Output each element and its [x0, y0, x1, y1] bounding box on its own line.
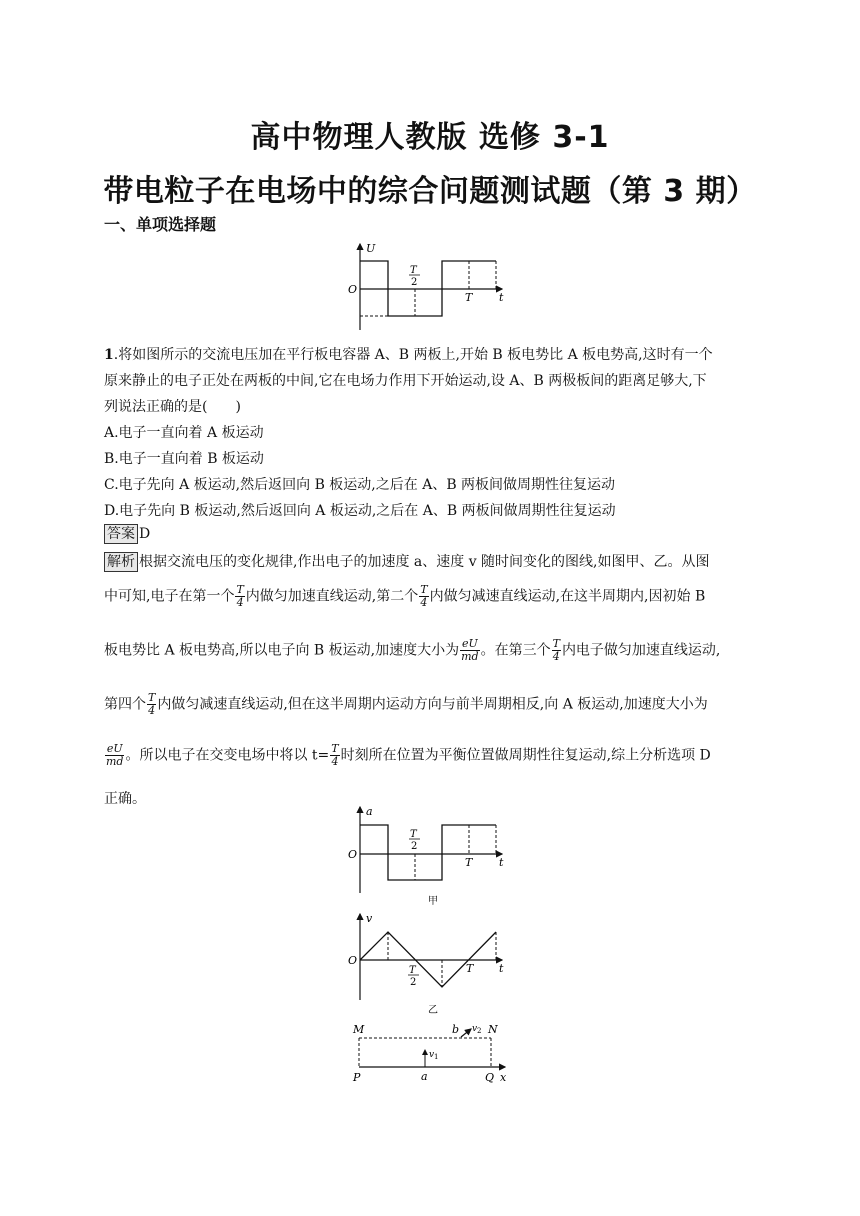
analysis-line-4: 第四个 $\frac{T}{4}$ 内做匀减速直线运动,但在这半周期内运动方向与前半周期相反,向 A 板运动,加速度大小为: [104, 691, 708, 717]
y-axis-label: a: [366, 805, 373, 818]
label-v2: v: [472, 1024, 478, 1034]
section-heading: 一、单项选择题: [104, 215, 217, 234]
answer-tag: 答案: [104, 524, 138, 544]
y-axis-label: v: [366, 912, 373, 925]
half-period-num: T: [410, 265, 417, 276]
period-label: T: [466, 962, 474, 975]
label-v1: v: [429, 1050, 435, 1060]
option-c: C.电子先向 A 板运动,然后返回向 B 板运动,之后在 A、B 两板间做周期性往复运动: [104, 477, 616, 493]
half-period-den: 2: [411, 841, 418, 852]
half-period-num: T: [410, 829, 417, 840]
analysis-line-5: $\frac{eU}{md}$ 。所以电子在交变电场中将以 t= $\frac{T}{4}$ 时刻所在位置为平衡位置做周期性往复运动,综上分析选项 D: [106, 742, 711, 768]
title-line-1: 高中物理人教版 选修 3-1: [250, 120, 610, 155]
acceleration-graph: [340, 803, 520, 907]
x-axis-label: t: [499, 856, 504, 869]
field-region-diagram: [345, 1020, 525, 1086]
x-axis-label: t: [499, 962, 504, 975]
voltage-graph: [340, 240, 520, 332]
analysis-tag: 解析: [104, 552, 138, 572]
label-b: b: [452, 1023, 460, 1036]
question-stem-line-1: 1.将如图所示的交流电压加在平行板电容器 A、B 两板上,开始 B 板电势比 A 板电势高,这时有一个: [104, 347, 713, 363]
half-period-num: T: [409, 965, 416, 976]
label-a: a: [421, 1070, 428, 1083]
question-stem-line-3: 列说法正确的是( ): [104, 399, 241, 415]
analysis-line-3: 板电势比 A 板电势高,所以电子向 B 板运动,加速度大小为 $\frac{eU}{md}$ 。在第三个 $\frac{T}{4}$ 内电子做匀加速直线运动,: [104, 637, 721, 663]
origin-label: O: [348, 848, 358, 861]
option-d: D.电子先向 B 板运动,然后返回向 A 板运动,之后在 A、B 两板间做周期性往复运动: [104, 503, 616, 519]
label-n: N: [488, 1023, 498, 1036]
answer-value: D: [139, 526, 151, 542]
option-a: A.电子一直向着 A 板运动: [104, 425, 264, 441]
label-q: Q: [485, 1071, 495, 1084]
x-axis-label: t: [499, 291, 504, 304]
origin-label: O: [348, 283, 358, 296]
half-period-den: 2: [411, 277, 418, 288]
label-v1-sub: 1: [434, 1053, 439, 1061]
analysis-line-6: 正确。: [104, 791, 146, 807]
period-label: T: [465, 856, 473, 869]
label-v2-sub: 2: [477, 1027, 482, 1035]
title-line-2: 带电粒子在电场中的综合问题测试题（第 3 期）: [103, 174, 757, 209]
analysis-line-2: 中可知,电子在第一个 $\frac{T}{4}$ 内做匀加速直线运动,第二个 $\frac{T}{4}$ 内做匀减速直线运动,在这半周期内,因初始 B: [104, 583, 706, 609]
question-stem-line-2: 原来静止的电子正处在两板的中间,它在电场力作用下开始运动,设 A、B 两极板间的距离足够大,下: [104, 373, 707, 389]
period-label: T: [465, 291, 473, 304]
half-period-den: 2: [410, 977, 417, 988]
label-p: P: [353, 1071, 361, 1084]
origin-label: O: [348, 954, 358, 967]
label-m: M: [353, 1023, 365, 1036]
option-b: B.电子一直向着 B 板运动: [104, 451, 264, 467]
label-x: x: [500, 1071, 507, 1084]
figure-caption: 乙: [428, 1005, 438, 1016]
velocity-graph: [340, 910, 520, 1018]
y-axis-label: U: [366, 242, 376, 255]
figure-caption: 甲: [428, 896, 438, 907]
analysis-line-1: 解析 根据交流电压的变化规律,作出电子的加速度 a、速度 v 随时间变化的图线,如图甲、乙。从图: [104, 551, 710, 572]
answer-row: [104, 524, 150, 544]
